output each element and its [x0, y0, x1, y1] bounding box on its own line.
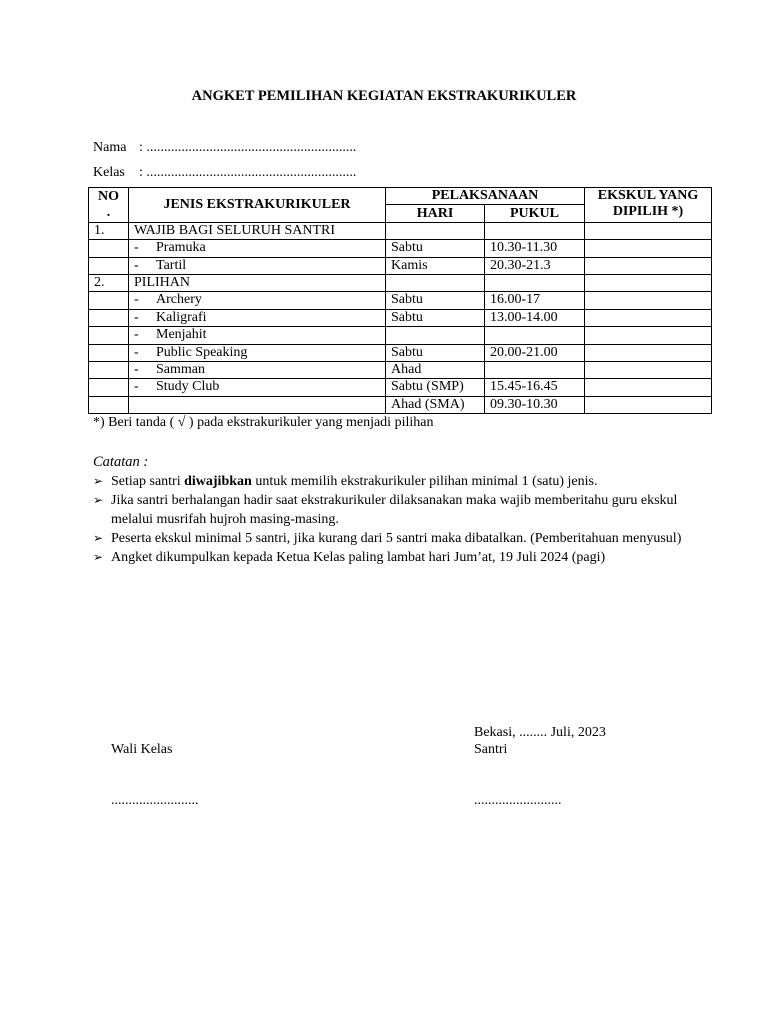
bullet-dash: - [134, 379, 139, 395]
cell-no [89, 292, 129, 309]
cell-hari: Sabtu [386, 240, 485, 257]
cell-pukul [485, 274, 585, 291]
cell-hari: Ahad (SMA) [386, 396, 485, 413]
cell-pukul: 20.00-21.00 [485, 344, 585, 361]
cell-jenis [129, 396, 386, 413]
cell-jenis [129, 292, 386, 309]
header-no: NO . [89, 188, 129, 223]
cell-no [89, 396, 129, 413]
table-row [89, 327, 712, 344]
activity-name: Tartil [156, 257, 187, 273]
arrow-bullet-icon: ➢ [93, 531, 104, 545]
note-item [93, 548, 693, 567]
cell-pilih[interactable] [585, 379, 712, 396]
cell-pilih[interactable] [585, 327, 712, 344]
table-row [89, 222, 712, 239]
cell-pukul: 10.30-11.30 [485, 240, 585, 257]
note-text-after: untuk memilih ekstrakurikuler pilihan minimal 1 (satu) jenis. [251, 474, 598, 489]
santri-signature-line[interactable]: ......................... [474, 793, 562, 808]
cell-pilih[interactable] [585, 257, 712, 274]
header-pukul: PUKUL [485, 205, 585, 222]
class-field[interactable] [93, 164, 356, 181]
note-text-before: Peserta ekskul minimal 5 santri, jika kurang dari 5 santri maka dibatalkan. (Pemberitahuan menyusul) [111, 531, 682, 546]
table-row [89, 361, 712, 378]
cell-hari: Sabtu (SMP) [386, 379, 485, 396]
cell-hari [386, 327, 485, 344]
activity-name: Pramuka [156, 240, 206, 256]
name-label: Nama [93, 140, 127, 155]
activity-name: Public Speaking [156, 344, 248, 360]
bullet-dash: - [134, 240, 139, 256]
cell-jenis [129, 327, 386, 344]
cell-pukul: 15.45-16.45 [485, 379, 585, 396]
table-row [89, 344, 712, 361]
cell-hari: Sabtu [386, 344, 485, 361]
cell-no [89, 379, 129, 396]
cell-pilih[interactable] [585, 344, 712, 361]
cell-pilih[interactable] [585, 361, 712, 378]
table-row [89, 396, 712, 413]
activity-name: Archery [156, 292, 202, 308]
footnote: *) Beri tanda ( √ ) pada ekstrakurikuler yang menjadi pilihan [93, 415, 434, 430]
cell-pukul: 16.00-17 [485, 292, 585, 309]
note-text-before: Jika santri berhalangan hadir saat ekstrakurikuler dilaksanakan maka wajib memberitahu guru ekskul melalui musrifah hujroh masing-masing. [111, 493, 678, 527]
place-date: Bekasi, ........ Juli, 2023 [474, 725, 606, 740]
activity-name: Menjahit [156, 327, 207, 343]
cell-no [89, 240, 129, 257]
name-dots: : ............................................................ [139, 140, 357, 155]
bullet-dash: - [134, 361, 139, 377]
note-item [93, 472, 693, 491]
cell-pilih[interactable] [585, 396, 712, 413]
arrow-bullet-icon: ➢ [93, 474, 104, 488]
cell-no [89, 361, 129, 378]
bullet-dash: - [134, 257, 139, 273]
cell-hari: Kamis [386, 257, 485, 274]
cell-jenis [129, 274, 386, 291]
cell-jenis [129, 222, 386, 239]
table-row [89, 274, 712, 291]
activity-name: Kaligrafi [156, 309, 207, 325]
wali-kelas-label: Wali Kelas [111, 742, 173, 757]
class-label: Kelas [93, 165, 125, 180]
header-hari: HARI [386, 205, 485, 222]
arrow-bullet-icon: ➢ [93, 493, 104, 507]
cell-hari: Ahad [386, 361, 485, 378]
table-row [89, 309, 712, 326]
cell-pukul: 20.30-21.3 [485, 257, 585, 274]
cell-pilih[interactable] [585, 222, 712, 239]
cell-pukul [485, 327, 585, 344]
cell-hari: Sabtu [386, 309, 485, 326]
bullet-dash: - [134, 344, 139, 360]
cell-no [89, 344, 129, 361]
note-text-before: Angket dikumpulkan kepada Ketua Kelas paling lambat hari Jum’at, 19 Juli 2024 (pagi) [111, 550, 606, 565]
activity-name: WAJIB BAGI SELURUH SANTRI [134, 222, 336, 238]
cell-no: 2. [89, 274, 129, 291]
table-row [89, 240, 712, 257]
cell-no [89, 309, 129, 326]
notes-list [93, 472, 693, 567]
cell-jenis [129, 379, 386, 396]
cell-jenis [129, 240, 386, 257]
activity-name: Samman [156, 361, 205, 377]
cell-jenis [129, 257, 386, 274]
note-text-before: Setiap santri [111, 474, 185, 489]
cell-no [89, 257, 129, 274]
activity-name: PILIHAN [134, 274, 190, 290]
table-row [89, 257, 712, 274]
notes-heading: Catatan : [93, 454, 149, 470]
table-row [89, 379, 712, 396]
cell-pilih[interactable] [585, 292, 712, 309]
note-item [93, 491, 693, 529]
bullet-dash: - [134, 327, 139, 343]
name-field[interactable] [93, 139, 356, 156]
cell-no: 1. [89, 222, 129, 239]
extracurricular-table [88, 187, 712, 414]
cell-no [89, 327, 129, 344]
note-item [93, 529, 693, 548]
header-jenis: JENIS EKSTRAKURIKULER [129, 188, 386, 223]
activity-name: Study Club [156, 379, 220, 395]
header-pelaksanaan: PELAKSANAAN [386, 188, 585, 205]
bullet-dash: - [134, 292, 139, 308]
arrow-bullet-icon: ➢ [93, 550, 104, 564]
class-dots: : ............................................................ [139, 165, 357, 180]
cell-pukul: 13.00-14.00 [485, 309, 585, 326]
bullet-dash: - [134, 309, 139, 325]
cell-pukul: 09.30-10.30 [485, 396, 585, 413]
cell-jenis [129, 344, 386, 361]
wali-kelas-signature-line[interactable]: ......................... [111, 793, 199, 808]
cell-hari: Sabtu [386, 292, 485, 309]
table-row [89, 292, 712, 309]
cell-jenis [129, 309, 386, 326]
cell-pukul [485, 361, 585, 378]
cell-pilih[interactable] [585, 274, 712, 291]
cell-jenis [129, 361, 386, 378]
note-text-bold: diwajibkan [184, 474, 252, 489]
cell-pukul [485, 222, 585, 239]
santri-label: Santri [474, 742, 508, 757]
cell-hari [386, 274, 485, 291]
cell-pilih[interactable] [585, 240, 712, 257]
document-title: ANGKET PEMILIHAN KEGIATAN EKSTRAKURIKULER [191, 88, 577, 104]
cell-pilih[interactable] [585, 309, 712, 326]
header-pilih: EKSKUL YANG DIPILIH *) [585, 188, 712, 223]
cell-hari [386, 222, 485, 239]
